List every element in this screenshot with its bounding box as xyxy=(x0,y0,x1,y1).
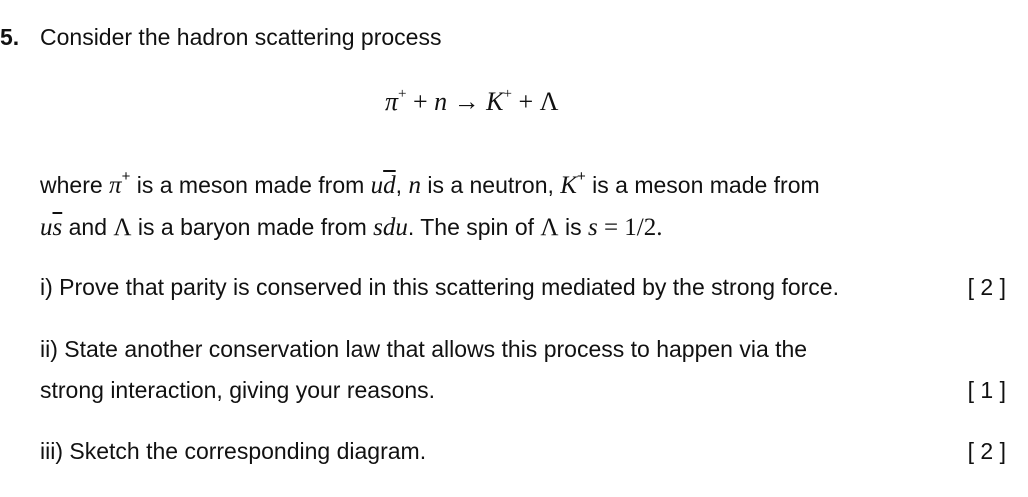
desc-K-charge: + xyxy=(576,168,586,185)
desc-is-baryon: is a baryon made from xyxy=(131,214,374,240)
desc-and: and xyxy=(62,214,114,240)
desc-K: K xyxy=(560,172,577,199)
neutron-symbol: n xyxy=(434,87,448,116)
part-i-text: i) Prove that parity is conserved in this scattering mediated by the strong force. xyxy=(40,274,839,300)
description-line-2 xyxy=(40,214,662,242)
desc-is: is xyxy=(558,214,588,240)
desc-pi: π xyxy=(109,172,122,199)
desc-is-meson-2: is a meson made from xyxy=(585,172,820,198)
desc-n: n xyxy=(408,172,421,199)
part-iii-marks: [ 2 ] xyxy=(967,438,1006,464)
description-line-1 xyxy=(40,168,820,200)
lambda-symbol: Λ xyxy=(539,87,559,116)
desc-sdu: sdu xyxy=(373,214,408,241)
desc-comma: , xyxy=(395,172,409,198)
question-number: 5. xyxy=(0,24,20,50)
plus-sign-2: + xyxy=(518,87,534,116)
desc-spin-value: = 1/2. xyxy=(597,214,663,241)
desc-where: where xyxy=(40,172,110,198)
kaon-symbol: K xyxy=(486,87,504,116)
plus-sign-1: + xyxy=(413,87,428,116)
desc-lambda-2: Λ xyxy=(540,214,559,241)
pi-symbol: π xyxy=(385,87,399,116)
desc-us-quarks: $u\overline{s}$ xyxy=(40,214,63,241)
kaon-charge: + xyxy=(503,86,512,102)
desc-lambda: Λ xyxy=(113,214,132,241)
desc-pi-charge: + xyxy=(121,168,131,185)
desc-is-meson: is a meson made from xyxy=(130,172,371,198)
reaction-equation xyxy=(385,87,559,117)
desc-spin-text: . The spin of xyxy=(407,214,541,240)
pi-charge: + xyxy=(398,86,407,102)
part-ii-text-line-1: ii) State another conservation law that allows this process to happen via the xyxy=(40,336,808,362)
arrow-symbol: → xyxy=(453,87,480,116)
part-ii-marks: [ 1 ] xyxy=(967,377,1006,403)
desc-is-neutron: is a neutron, xyxy=(420,172,561,198)
part-i-marks: [ 2 ] xyxy=(967,274,1006,300)
desc-ud-quarks: $u\overline{d}$ xyxy=(370,172,396,199)
desc-s: s xyxy=(587,214,598,241)
part-ii-text-line-2: strong interaction, giving your reasons. xyxy=(40,377,436,403)
question-intro: Consider the hadron scattering process xyxy=(40,24,442,50)
part-iii-text: iii) Sketch the corresponding diagram. xyxy=(40,438,427,464)
